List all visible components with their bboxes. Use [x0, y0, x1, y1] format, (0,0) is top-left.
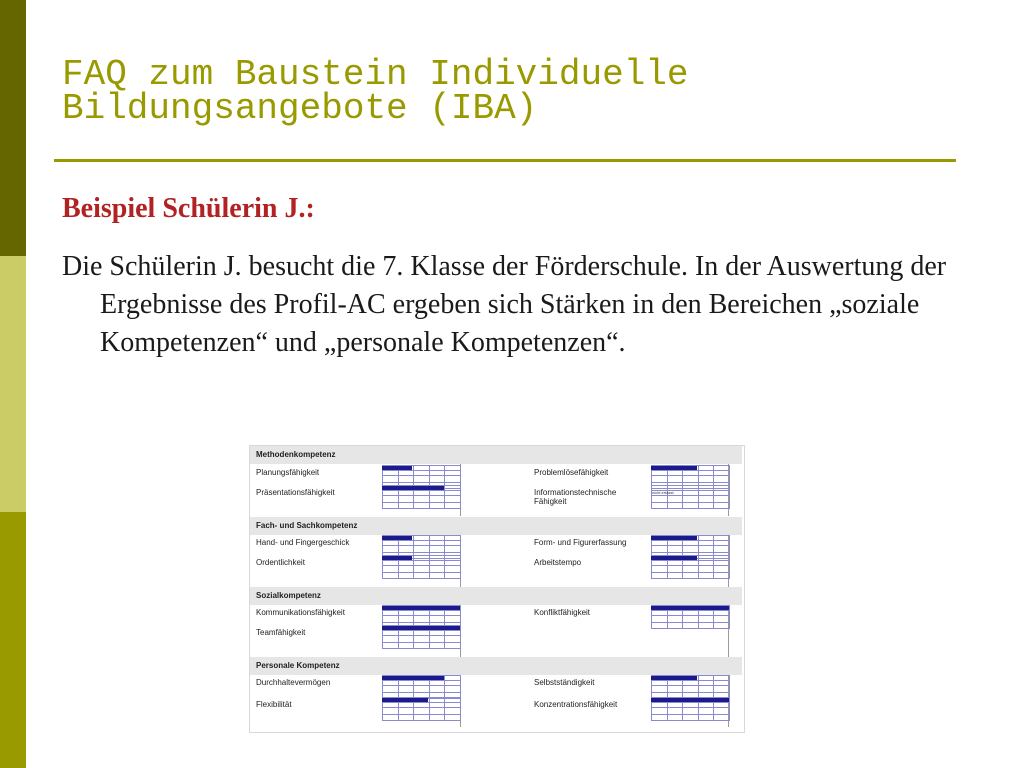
- rating-bar: [651, 556, 697, 560]
- grid-hline: [382, 615, 460, 616]
- grid-hline: [651, 495, 729, 496]
- rating-grid: [651, 675, 729, 699]
- grid-hline: [651, 610, 729, 611]
- grid-hline: [382, 692, 460, 693]
- grid-line: [698, 675, 699, 699]
- rating-bar: [651, 536, 697, 540]
- grid-hline: [651, 692, 729, 693]
- competence-label: Arbeitstempo: [534, 558, 582, 567]
- rating-bar: [382, 466, 412, 470]
- grid-hline: [382, 622, 460, 623]
- grid-hline: [382, 720, 460, 721]
- competence-label: Kommunikationsfähigkeit: [256, 608, 345, 617]
- grid-hline: [382, 572, 460, 573]
- rating-bar: [382, 626, 460, 630]
- grid-hline: [651, 540, 729, 541]
- body-paragraph: Die Schülerin J. besucht die 7. Klasse der Förderschule. In der Auswertung der Ergebnisse des Profil-AC ergeben sich Stärken in den Bereichen „soziale Kompetenzen“ und „personale Kompetenzen“.: [62, 251, 947, 358]
- rating-bar: [382, 536, 412, 540]
- grid-hline: [382, 707, 460, 708]
- grid-hline: [382, 635, 460, 636]
- grid-hline: [651, 680, 729, 681]
- grid-hline: [382, 502, 460, 503]
- grid-line: [444, 555, 445, 579]
- grid-hline: [651, 622, 729, 623]
- grid-hline: [651, 615, 729, 616]
- grid-line: [729, 675, 730, 699]
- grid-hline: [651, 707, 729, 708]
- grid-line: [444, 697, 445, 721]
- grid-hline: [382, 648, 460, 649]
- grid-hline: [651, 572, 729, 573]
- grid-hline: [382, 642, 460, 643]
- grid-hline: [382, 545, 460, 546]
- grid-hline: [651, 552, 729, 553]
- competence-label: Konfliktfähigkeit: [534, 608, 591, 617]
- competence-label: Hand- und Fingergeschick: [256, 538, 350, 547]
- rating-bar: [651, 606, 729, 610]
- competence-label: Ordentlichkeit: [256, 558, 305, 567]
- section-header: Fach- und Sachkompetenz: [250, 517, 742, 535]
- grid-line: [460, 555, 461, 579]
- rating-bar: [382, 556, 412, 560]
- section-header: Personale Kompetenz: [250, 657, 742, 675]
- grid-line: [460, 625, 461, 649]
- grid-hline: [382, 490, 460, 491]
- grid-line: [729, 485, 730, 509]
- rating-bar: [651, 698, 729, 702]
- grid-line: [713, 485, 714, 509]
- subheading: Beispiel Schülerin J.:: [62, 193, 315, 224]
- title-rule: [54, 159, 956, 162]
- rating-grid: [651, 485, 729, 509]
- grid-line: [729, 605, 730, 629]
- grid-hline: [651, 714, 729, 715]
- competence-profile-table: [249, 445, 745, 733]
- grid-line: [682, 485, 683, 509]
- grid-hline: [382, 560, 460, 561]
- grid-hline: [382, 714, 460, 715]
- grid-hline: [382, 630, 460, 631]
- grid-hline: [382, 540, 460, 541]
- grid-hline: [382, 552, 460, 553]
- section-header: Sozialkompetenz: [250, 587, 742, 605]
- grid-hline: [382, 475, 460, 476]
- grid-hline: [382, 470, 460, 471]
- competence-label: Durchhaltevermögen: [256, 678, 331, 687]
- grid-line: [460, 485, 461, 509]
- grid-line: [713, 555, 714, 579]
- grid-line: [460, 697, 461, 721]
- side-bar-top: [0, 0, 26, 256]
- rating-grid: [651, 697, 729, 721]
- grid-line: [667, 485, 668, 509]
- rating-grid: [651, 555, 729, 579]
- rating-bar: [382, 698, 428, 702]
- grid-hline: [382, 680, 460, 681]
- grid-line: [729, 555, 730, 579]
- rating-grid: [382, 675, 460, 699]
- rating-bar: [382, 676, 444, 680]
- grid-line: [460, 675, 461, 699]
- grid-hline: [382, 610, 460, 611]
- grid-line: [444, 675, 445, 699]
- competence-label: Flexibilität: [256, 700, 292, 709]
- grid-hline: [651, 565, 729, 566]
- grid-hline: [382, 565, 460, 566]
- grid-line: [429, 555, 430, 579]
- side-bar-middle: [0, 256, 26, 512]
- grid-line: [429, 697, 430, 721]
- grid-hline: [651, 482, 729, 483]
- grid-hline: [382, 578, 460, 579]
- rating-grid: [651, 605, 729, 629]
- section-header: Methodenkompetenz: [250, 446, 742, 464]
- grid-line: [413, 555, 414, 579]
- rating-grid: [382, 697, 460, 721]
- competence-label: Selbstständigkeit: [534, 678, 595, 687]
- grid-line: [713, 675, 714, 699]
- grid-hline: [382, 702, 460, 703]
- grid-hline: [651, 470, 729, 471]
- grid-hline: [651, 702, 729, 703]
- grid-hline: [382, 482, 460, 483]
- competence-label: Konzentrationsfähigkeit: [534, 700, 618, 709]
- slide-title: FAQ zum Baustein Individuelle Bildungsangebote (IBA): [62, 54, 689, 129]
- competence-label: Form- und Figurerfassung: [534, 538, 627, 547]
- competence-label: Teamfähigkeit: [256, 628, 306, 637]
- grid-hline: [651, 545, 729, 546]
- rating-bar: [382, 486, 444, 490]
- grid-line: [698, 555, 699, 579]
- grid-hline: [651, 685, 729, 686]
- competence-label: Problemlösefähigkeit: [534, 468, 609, 477]
- competence-label: Präsentationsfähigkeit: [256, 488, 335, 497]
- rating-bar: [651, 466, 697, 470]
- competence-label: Planungsfähigkeit: [256, 468, 320, 477]
- grid-hline: [651, 560, 729, 561]
- grid-hline: [382, 495, 460, 496]
- rating-bar: [382, 606, 460, 610]
- grid-hline: [651, 502, 729, 503]
- grid-hline: [651, 578, 729, 579]
- grid-hline: [651, 508, 729, 509]
- grid-hline: [382, 508, 460, 509]
- rating-grid: [382, 555, 460, 579]
- grid-line: [729, 697, 730, 721]
- not-assessed-note: nicht erfasst: [652, 490, 674, 495]
- rating-grid: [382, 625, 460, 649]
- grid-hline: [651, 485, 729, 486]
- grid-hline: [382, 685, 460, 686]
- rating-bar: [651, 676, 697, 680]
- grid-line: [651, 485, 652, 509]
- grid-line: [698, 485, 699, 509]
- grid-hline: [651, 720, 729, 721]
- grid-line: [444, 485, 445, 509]
- side-bar-bottom: [0, 512, 26, 768]
- grid-hline: [651, 628, 729, 629]
- rating-grid: [382, 485, 460, 509]
- grid-hline: [651, 475, 729, 476]
- competence-label: Informationstechnische Fähigkeit: [534, 488, 617, 506]
